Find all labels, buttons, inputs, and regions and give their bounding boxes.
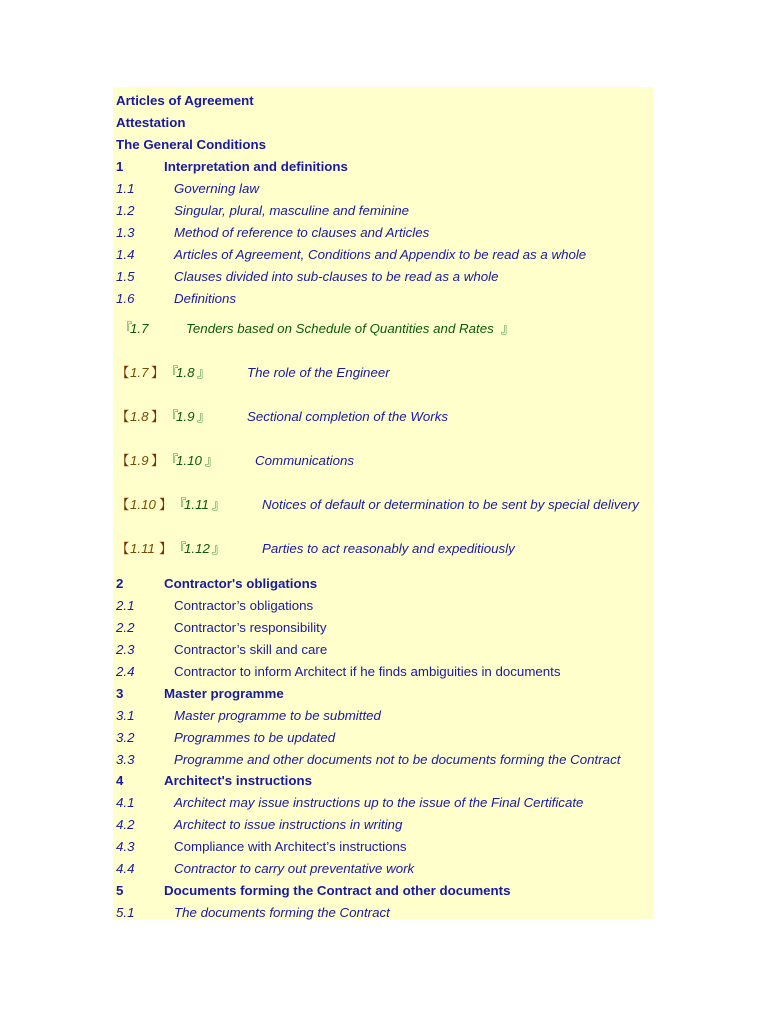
old-clause-number: 1.9: [130, 453, 149, 468]
clause-row[interactable]: [113, 814, 654, 836]
section-heading[interactable]: [113, 880, 654, 902]
clause-number: 1.3: [116, 225, 135, 240]
clause-title[interactable]: Master programme to be submitted: [174, 708, 381, 723]
clause-number: 1.7: [130, 321, 149, 336]
clause-title[interactable]: Method of reference to clauses and Articles: [174, 225, 430, 240]
new-close-bracket: 』: [212, 497, 226, 512]
clause-row[interactable]: [113, 858, 654, 880]
clause-row[interactable]: [113, 244, 654, 266]
heading-articles-of-agreement[interactable]: Articles of Agreement: [116, 93, 254, 108]
clause-title[interactable]: Contractor to carry out preventative work: [174, 861, 415, 876]
clause-number: 2.3: [116, 642, 135, 657]
clause-title[interactable]: Contractor’s skill and care: [174, 642, 328, 657]
clause-title[interactable]: Tenders based on Schedule of Quantities and Rates: [186, 321, 494, 336]
toc-heading[interactable]: [113, 90, 654, 112]
clause-row[interactable]: [113, 595, 654, 617]
new-open-bracket: 『: [173, 497, 187, 512]
clause-number: 4.3: [116, 839, 135, 854]
old-close-bracket: 】: [151, 365, 165, 380]
clause-row[interactable]: [113, 222, 654, 244]
new-clause-number: 1.11: [184, 497, 209, 512]
clause-number: 1.6: [116, 291, 135, 306]
amended-clause-row[interactable]: [113, 494, 654, 516]
clause-title[interactable]: Programmes to be updated: [174, 730, 336, 745]
old-open-bracket: 【: [116, 365, 130, 380]
old-close-bracket: 】: [159, 497, 173, 512]
clause-number: 1.4: [116, 247, 135, 262]
clause-title[interactable]: Clauses divided into sub-clauses to be read as a whole: [174, 269, 499, 284]
new-open-bracket: 『: [173, 541, 187, 556]
amended-clause-row[interactable]: [113, 362, 654, 384]
amended-clause-row[interactable]: [113, 450, 654, 472]
clause-number: 1.1: [116, 181, 135, 196]
old-open-bracket: 【: [116, 541, 130, 556]
clause-row[interactable]: [113, 617, 654, 639]
clause-title[interactable]: Contractor’s obligations: [174, 598, 314, 613]
clause-title[interactable]: Contractor’s responsibility: [174, 620, 327, 635]
new-clause-number: 1.8: [176, 365, 195, 380]
new-close-bracket: 』: [212, 541, 226, 556]
clause-title[interactable]: Singular, plural, masculine and feminine: [174, 203, 410, 218]
clause-number: 3.1: [116, 708, 135, 723]
clause-number: 2.1: [116, 598, 135, 613]
clause-row[interactable]: [113, 288, 654, 310]
section-title[interactable]: Architect's instructions: [164, 773, 312, 788]
old-close-bracket: 】: [159, 541, 173, 556]
clause-title[interactable]: Communications: [255, 453, 355, 468]
section-heading[interactable]: [113, 573, 654, 595]
clause-title[interactable]: The documents forming the Contract: [174, 905, 390, 920]
section-number: 3: [116, 686, 124, 701]
clause-number: 1.5: [116, 269, 135, 284]
clause-title[interactable]: Definitions: [174, 291, 237, 306]
clause-title[interactable]: The role of the Engineer: [247, 365, 390, 380]
inserted-clause-row[interactable]: [113, 318, 654, 340]
new-close-bracket: 』: [205, 453, 219, 468]
clause-row[interactable]: [113, 661, 654, 683]
clause-title[interactable]: Governing law: [174, 181, 259, 196]
clause-row[interactable]: [113, 266, 654, 288]
section-title[interactable]: Documents forming the Contract and other documents: [164, 883, 511, 898]
toc-heading[interactable]: [113, 134, 654, 156]
heading-general-conditions[interactable]: The General Conditions: [116, 137, 266, 152]
clause-row[interactable]: [113, 727, 654, 749]
old-open-bracket: 【: [116, 497, 130, 512]
new-clause-number: 1.12: [184, 541, 210, 556]
amended-clause-row[interactable]: [113, 406, 654, 428]
clause-title[interactable]: Parties to act reasonably and expeditiously: [262, 541, 515, 556]
new-open-bracket: 『: [165, 409, 179, 424]
section-title[interactable]: Contractor's obligations: [164, 576, 318, 591]
clause-title[interactable]: Contractor to inform Architect if he finds ambiguities in documents: [174, 664, 561, 679]
section-number: 4: [116, 773, 124, 788]
clause-number: 4.2: [116, 817, 135, 832]
section-heading[interactable]: [113, 683, 654, 705]
section-title[interactable]: Master programme: [164, 686, 284, 701]
clause-number: 5.1: [116, 905, 135, 920]
insert-close-bracket: 』: [501, 321, 515, 336]
amended-clause-row[interactable]: [113, 538, 654, 560]
old-clause-number: 1.7: [130, 365, 149, 380]
new-clause-number: 1.9: [176, 409, 195, 424]
clause-number: 2.2: [116, 620, 135, 635]
new-open-bracket: 『: [165, 453, 179, 468]
clause-row[interactable]: [113, 705, 654, 727]
new-open-bracket: 『: [165, 365, 179, 380]
old-close-bracket: 】: [151, 453, 165, 468]
section-number: 1: [116, 159, 124, 174]
clause-title[interactable]: Architect may issue instructions up to the issue of the Final Certificate: [174, 795, 584, 810]
clause-number: 2.4: [116, 664, 135, 679]
clause-title[interactable]: Articles of Agreement, Conditions and Appendix to be read as a whole: [174, 247, 587, 262]
clause-number: 4.4: [116, 861, 135, 876]
clause-number: 3.2: [116, 730, 135, 745]
clause-title[interactable]: Sectional completion of the Works: [247, 409, 449, 424]
clause-row[interactable]: [113, 749, 654, 771]
section-number: 2: [116, 576, 124, 591]
insert-open-bracket: 『: [119, 321, 133, 336]
table-of-contents: [113, 87, 654, 919]
clause-number: 1.2: [116, 203, 135, 218]
old-open-bracket: 【: [116, 409, 130, 424]
old-open-bracket: 【: [116, 453, 130, 468]
toc-heading[interactable]: [113, 112, 654, 134]
new-close-bracket: 』: [197, 409, 211, 424]
clause-row[interactable]: [113, 639, 654, 661]
clause-title[interactable]: Notices of default or determination to be sent by special delivery: [262, 497, 639, 512]
clause-number: 3.3: [116, 752, 135, 767]
clause-number: 4.1: [116, 795, 135, 810]
clause-title[interactable]: Programme and other documents not to be documents forming the Contract: [174, 752, 621, 767]
clause-title[interactable]: Compliance with Architect’s instructions: [174, 839, 407, 854]
old-close-bracket: 】: [151, 409, 165, 424]
old-clause-number: 1.10: [130, 497, 156, 512]
new-clause-number: 1.10: [176, 453, 202, 468]
clause-row[interactable]: [113, 200, 654, 222]
new-close-bracket: 』: [197, 365, 211, 380]
section-title[interactable]: Interpretation and definitions: [164, 159, 348, 174]
heading-attestation[interactable]: Attestation: [116, 115, 186, 130]
clause-row[interactable]: [113, 178, 654, 200]
old-clause-number: 1.11: [130, 541, 155, 556]
section-number: 5: [116, 883, 124, 898]
clause-row[interactable]: [113, 902, 654, 924]
old-clause-number: 1.8: [130, 409, 149, 424]
clause-title[interactable]: Architect to issue instructions in writing: [174, 817, 403, 832]
clause-row[interactable]: [113, 792, 654, 814]
section-heading[interactable]: [113, 770, 654, 792]
section-heading[interactable]: [113, 156, 654, 178]
clause-row[interactable]: [113, 836, 654, 858]
